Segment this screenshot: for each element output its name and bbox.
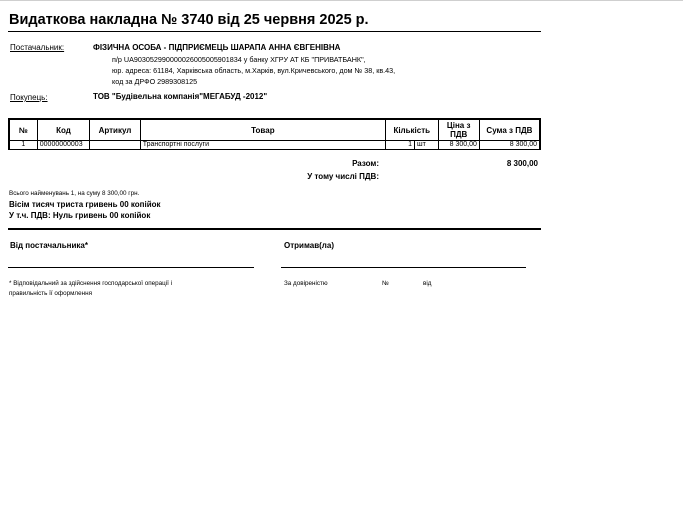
col-header-sum: Сума з ПДВ bbox=[479, 119, 540, 141]
cell-price: 8 300,00 bbox=[438, 141, 479, 150]
vat-label: У тому числі ПДВ: bbox=[307, 172, 379, 181]
total-label: Разом: bbox=[352, 159, 379, 168]
cell-article bbox=[90, 141, 140, 150]
total-value: 8 300,00 bbox=[506, 159, 538, 168]
top-border bbox=[0, 0, 683, 1]
cell-quantity bbox=[386, 141, 438, 150]
supplier-tax-code: код за ДРФО 2989308125 bbox=[112, 77, 198, 86]
col-header-product: Товар bbox=[140, 119, 385, 141]
buyer-label: Покупець: bbox=[10, 93, 48, 102]
supplier-signature-line bbox=[8, 267, 254, 268]
document-title: Видаткова накладна № 3740 від 25 червня 2025 р. bbox=[9, 12, 369, 28]
items-count-line: Всього найменувань 1, на суму 8 300,00 грн. bbox=[9, 190, 140, 197]
footnote-line-1: * Відповідальний за здійснення господарської операції і bbox=[9, 280, 173, 287]
receiver-signature-line bbox=[281, 267, 526, 268]
col-header-price: Ціна з ПДВ bbox=[438, 119, 479, 141]
from-supplier-label: Від постачальника* bbox=[10, 241, 88, 250]
cell-num: 1 bbox=[9, 141, 37, 150]
title-divider bbox=[8, 31, 541, 32]
buyer-name: ТОВ "Будівельна компанія"МЕГАБУД -2012" bbox=[93, 92, 268, 101]
supplier-address: юр. адреса: 61184, Харківська область, м.Харків, вул.Кричевського, дом № 38, кв.43, bbox=[112, 66, 396, 75]
cell-code: 00000000003 bbox=[37, 141, 89, 150]
summary-divider bbox=[8, 228, 541, 230]
col-header-num: № bbox=[9, 119, 37, 141]
items-table bbox=[8, 118, 541, 150]
col-header-article: Артикул bbox=[90, 119, 140, 141]
proxy-date-label: від bbox=[423, 280, 432, 287]
col-header-code: Код bbox=[37, 119, 89, 141]
amount-in-words: Вісім тисяч триста гривень 00 копійок bbox=[9, 200, 161, 209]
received-label: Отримав(ла) bbox=[284, 241, 334, 250]
cell-product: Транспортні послуги bbox=[140, 141, 385, 150]
supplier-label: Постачальник: bbox=[10, 43, 65, 52]
supplier-name: ФІЗИЧНА ОСОБА - ПІДПРИЄМЕЦЬ ШАРАПА АННА ЄВГЕНІВНА bbox=[93, 43, 341, 52]
supplier-account: п/р UA903052990000026005005901834 у банку ХГРУ АТ КБ "ПРИВАТБАНК", bbox=[112, 55, 366, 64]
vat-in-words: У т.ч. ПДВ: Нуль гривень 00 копійок bbox=[9, 211, 151, 220]
footnote-line-2: правильність її оформлення bbox=[9, 290, 92, 297]
proxy-label: За довіреністю bbox=[284, 280, 328, 287]
cell-qty-unit: шт bbox=[417, 141, 426, 148]
proxy-number-label: № bbox=[382, 280, 389, 287]
table-row bbox=[9, 141, 540, 150]
cell-qty-value: 1 bbox=[386, 141, 415, 149]
cell-sum: 8 300,00 bbox=[479, 141, 540, 150]
table-header-row bbox=[9, 119, 540, 141]
col-header-quantity: Кількість bbox=[386, 119, 438, 141]
